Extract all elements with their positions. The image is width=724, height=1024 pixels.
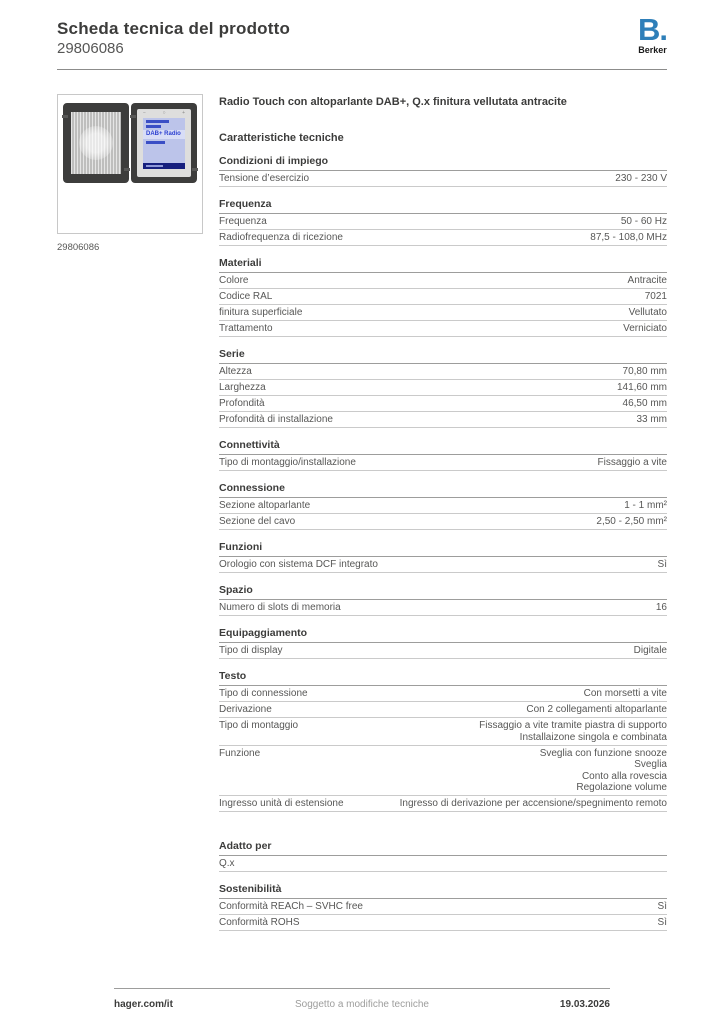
spec-value: 1 - 1 mm²	[624, 500, 667, 511]
spec-label: Ingresso unità di estensione	[219, 798, 344, 809]
spec-value: 141,60 mm	[616, 382, 667, 393]
spec-section	[219, 840, 667, 872]
spec-value: Antracite	[627, 275, 667, 286]
spec-section	[219, 541, 667, 573]
spec-value: 2,50 - 2,50 mm²	[596, 516, 667, 527]
radio-display	[143, 118, 185, 169]
spec-value: Sì	[657, 917, 667, 928]
section-title: Connettività	[219, 439, 667, 455]
spec-value: Digitale	[633, 645, 667, 656]
header-divider	[57, 69, 667, 70]
footer-date: 19.03.2026	[559, 999, 610, 1010]
spec-label: Tipo di connessione	[219, 688, 308, 699]
section-title: Sostenibilità	[219, 883, 667, 899]
spec-row	[219, 214, 667, 230]
spec-label: Conformità ROHS	[219, 917, 300, 928]
spec-row	[219, 364, 667, 380]
footer-row	[114, 999, 610, 1010]
device-illustration	[63, 103, 197, 183]
section-title: Equipaggiamento	[219, 627, 667, 643]
spec-value: 7021	[644, 291, 667, 302]
touch-keys-icons: − ○ +	[143, 110, 185, 116]
spec-row	[219, 856, 667, 872]
spec-section	[219, 155, 667, 187]
spec-row	[219, 455, 667, 471]
spec-section	[219, 439, 667, 471]
spec-row	[219, 305, 667, 321]
spec-label: Numero di slots di memoria	[219, 602, 341, 613]
section-title: Funzioni	[219, 541, 667, 557]
spec-value: 50 - 60 Hz	[620, 216, 667, 227]
spec-label: Codice RAL	[219, 291, 273, 302]
footer-site-link[interactable]: hager.com/it	[114, 999, 173, 1010]
section-title: Condizioni di impiego	[219, 155, 667, 171]
spec-label: Profondità	[219, 398, 265, 409]
section-title: Serie	[219, 348, 667, 364]
spec-value: 46,50 mm	[622, 398, 667, 409]
spec-value: Con 2 collegamenti altoparlante	[526, 704, 667, 715]
spec-label: Trattamento	[219, 323, 273, 334]
spec-label: Profondità di installazione	[219, 414, 333, 425]
section-title: Materiali	[219, 257, 667, 273]
spec-value: 33 mm	[636, 414, 667, 425]
spec-value: Sì	[657, 901, 667, 912]
spec-label: Q.x	[219, 858, 235, 869]
spec-label: Radiofrequenza di ricezione	[219, 232, 343, 243]
spec-value: Fissaggio a vite tramite piastra di supporto Installaizone singola e combinata	[479, 720, 667, 743]
display-title: DAB+ Radio	[146, 131, 181, 137]
section-title: Connessione	[219, 482, 667, 498]
section-title: Adatto per	[219, 840, 667, 856]
spec-column	[219, 94, 667, 931]
spec-value: Sì	[657, 559, 667, 570]
display-text-bar	[146, 141, 165, 144]
datasheet-page	[57, 0, 667, 1024]
section-title: Spazio	[219, 584, 667, 600]
spec-row	[219, 746, 667, 797]
spec-row	[219, 171, 667, 187]
product-image-column	[57, 94, 203, 253]
spec-label: Frequenza	[219, 216, 267, 227]
berker-logo-icon: B.	[638, 12, 667, 47]
spec-value: 230 - 230 V	[615, 173, 667, 184]
spec-row	[219, 600, 667, 616]
spec-section	[219, 198, 667, 246]
footer-note: Soggetto a modifiche tecniche	[295, 999, 429, 1010]
radio-module	[131, 103, 197, 183]
product-image	[57, 94, 203, 234]
header-titles	[57, 18, 290, 58]
spec-row	[219, 273, 667, 289]
spec-section	[219, 482, 667, 530]
spec-row	[219, 321, 667, 337]
spec-label: Altezza	[219, 366, 252, 377]
display-text-bar	[146, 120, 169, 123]
spec-value: Con morsetti a vite	[583, 688, 667, 699]
spec-section	[219, 348, 667, 428]
spec-row	[219, 643, 667, 659]
section-title: Testo	[219, 670, 667, 686]
spec-label: Orologio con sistema DCF integrato	[219, 559, 378, 570]
spec-section	[219, 257, 667, 337]
page-title: Scheda tecnica del prodotto	[57, 19, 291, 38]
spec-label: Tensione d’esercizio	[219, 173, 310, 184]
footer	[114, 988, 610, 1010]
spec-row	[219, 899, 667, 915]
berker-logo	[638, 12, 667, 55]
spec-value: 70,80 mm	[622, 366, 667, 377]
spec-section	[219, 584, 667, 616]
spec-value: Verniciato	[623, 323, 667, 334]
spec-row	[219, 915, 667, 931]
spec-row	[219, 412, 667, 428]
spec-row	[219, 289, 667, 305]
spec-label: Conformità REACh – SVHC free	[219, 901, 363, 912]
radio-plate	[137, 109, 191, 177]
spec-row	[219, 702, 667, 718]
spec-label: Tipo di display	[219, 645, 283, 656]
header	[57, 0, 667, 58]
speaker-circle	[79, 126, 113, 160]
image-caption: 29806086	[57, 242, 100, 253]
spec-row	[219, 718, 667, 746]
spec-row	[219, 230, 667, 246]
spec-value: Ingresso di derivazione per accensione/spegnimento remoto	[399, 798, 667, 809]
spec-section	[219, 627, 667, 659]
display-status-bar	[143, 163, 185, 169]
spec-label: Sezione del cavo	[219, 516, 296, 527]
spec-section	[219, 883, 667, 931]
product-description: Radio Touch con altoparlante DAB+, Q.x finitura vellutata antracite	[219, 96, 567, 108]
berker-logo-brand: Berker	[638, 45, 667, 55]
main-content	[57, 94, 667, 931]
spec-row	[219, 796, 667, 812]
spec-value: Fissaggio a vite	[597, 457, 667, 468]
spec-row	[219, 380, 667, 396]
spec-value: Sveglia con funzione snooze Sveglia Conto alla rovescia Regolazione volume	[539, 747, 667, 793]
section-title: Frequenza	[219, 198, 667, 214]
spec-row	[219, 498, 667, 514]
spec-value: 16	[655, 602, 667, 613]
spec-value: 87,5 - 108,0 MHz	[590, 232, 667, 243]
display-text-bar	[146, 125, 161, 128]
spec-section	[219, 670, 667, 812]
display-title-band	[143, 130, 185, 139]
spec-label: Derivazione	[219, 704, 272, 715]
spec-label: Funzione	[219, 747, 261, 759]
tech-heading: Caratteristiche tecniche	[219, 132, 344, 144]
spec-value: Vellutato	[628, 307, 667, 318]
spec-label: Tipo di montaggio	[219, 720, 299, 731]
spec-label: Tipo di montaggio/installazione	[219, 457, 356, 468]
speaker-module	[63, 103, 129, 183]
product-number: 29806086	[57, 40, 124, 57]
spec-row	[219, 514, 667, 530]
spec-label: finitura superficiale	[219, 307, 303, 318]
footer-divider	[114, 988, 610, 989]
spec-row	[219, 557, 667, 573]
spec-sections	[219, 155, 667, 931]
spec-row	[219, 686, 667, 702]
spec-label: Sezione altoparlante	[219, 500, 311, 511]
spec-label: Colore	[219, 275, 249, 286]
spec-row	[219, 396, 667, 412]
speaker-grille	[71, 112, 121, 174]
spec-label: Larghezza	[219, 382, 266, 393]
